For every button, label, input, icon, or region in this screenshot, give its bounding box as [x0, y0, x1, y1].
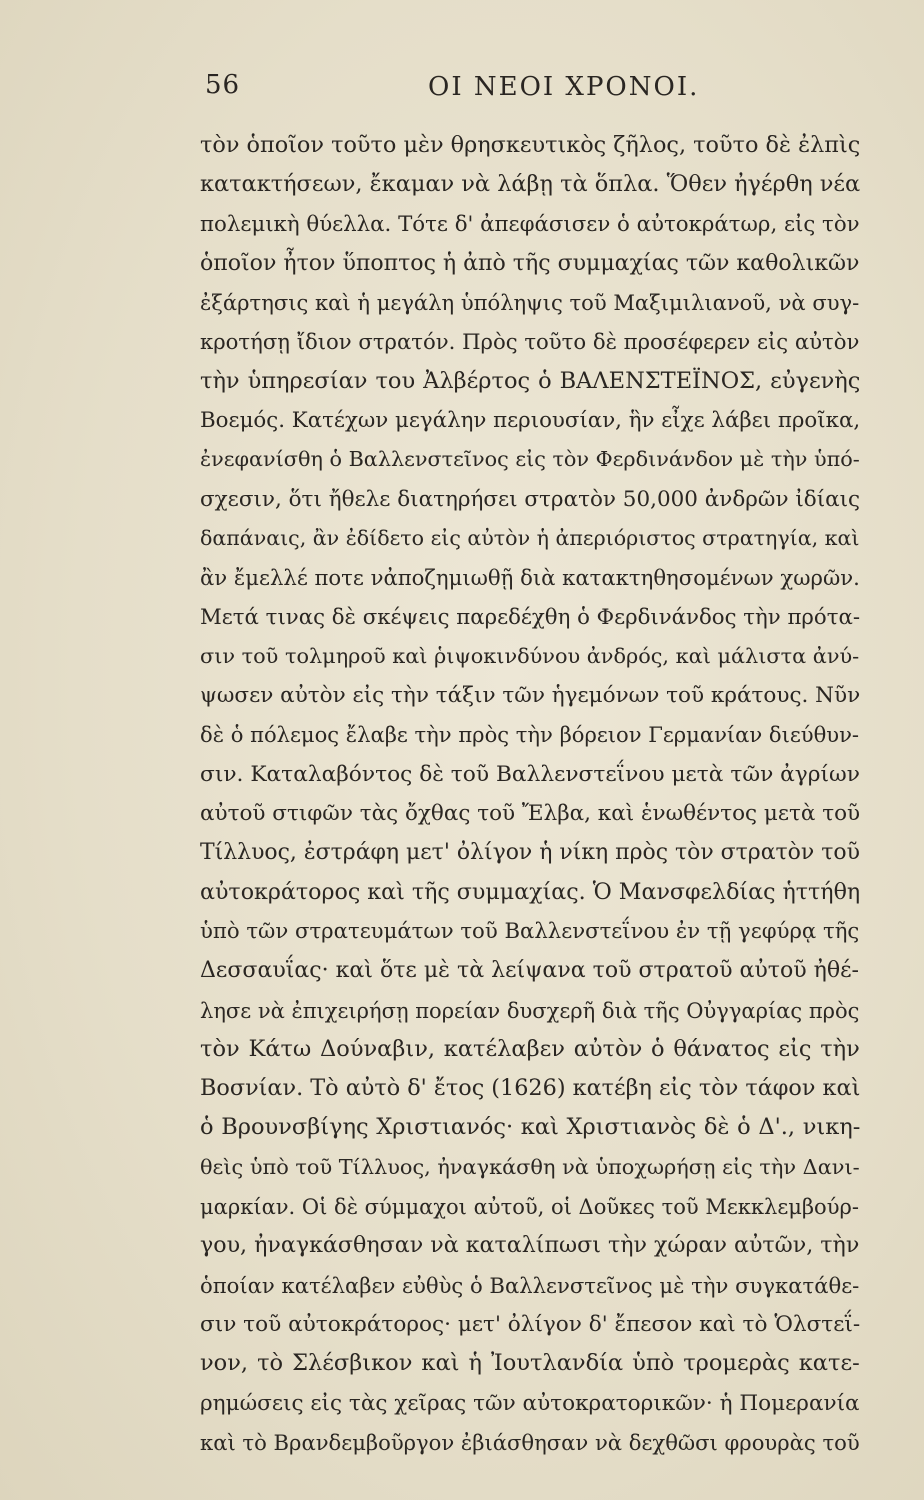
text-line: ὁποῖον ἦτον ὕποπτος ἡ ἀπὸ τῆς συμμαχίας τῶν καθολικῶν	[200, 250, 860, 276]
text-line: Τίλλυος, ἐστράφη μετ' ὀλίγον ἡ νίκη πρὸς τὸν στρατὸν τοῦ	[200, 840, 860, 866]
text-line: γου, ἠναγκάσθησαν νὰ καταλίπωσι τὴν χώραν αὐτῶν, τὴν	[200, 1232, 860, 1259]
text-line: Δεσσαυΐας· καὶ ὅτε μὲ τὰ λείψανα τοῦ στρατοῦ αὐτοῦ ἠθέ-	[200, 958, 860, 984]
text-line: ὁ Βρουνσβίγης Χριστιανός· καὶ Χριστιανὸς δὲ ὁ Δ'., νικη-	[200, 1114, 860, 1141]
text-line: ὑπὸ τῶν στρατευμάτων τοῦ Βαλλενστεΐνου ἐν τῇ γεφύρᾳ τῆς	[200, 918, 860, 944]
text-line: ἂν ἔμελλέ ποτε νἀποζημιωθῇ διὰ κατακτηθησομένων χωρῶν.	[200, 565, 860, 591]
text-line: δαπάναις, ἂν ἐδίδετο εἰς αὐτὸν ἡ ἀπεριόριστος στρατηγία, καὶ	[200, 525, 860, 550]
text-line: κροτήσῃ ἴδιον στρατόν. Πρὸς τοῦτο δὲ προσέφερεν εἰς αὐτὸν	[200, 329, 860, 355]
text-line: δὲ ὁ πόλεμος ἔλαβε τὴν πρὸς τὴν βόρειον Γερμανίαν διεύθυν-	[200, 722, 860, 748]
text-line: λησε νὰ ἐπιχειρήσῃ πορείαν δυσχερῆ διὰ τῆς Οὐγγαρίας πρὸς	[200, 997, 860, 1023]
text-line: αὐτοκράτορος καὶ τῆς συμμαχίας. Ὁ Μανσφελδίας ἡττήθη	[200, 878, 860, 905]
text-line: τὸν ὁποῖον τοῦτο μὲν θρησκευτικὸς ζῆλος, τοῦτο δὲ ἐλπὶς	[200, 132, 860, 158]
text-line: τὴν ὑπηρεσίαν του Ἀλβέρτος ὁ ΒΑΛΕΝΣΤΕΪΝΟΣ, εὐγενὴς	[200, 367, 860, 394]
text-line: Βοεμός. Κατέχων μεγάλην περιουσίαν, ἣν εἶχε λάβει προῖκα,	[200, 408, 860, 434]
text-line: μαρκίαν. Οἱ δὲ σύμμαχοι αὐτοῦ, οἱ Δοῦκες τοῦ Μεκκλεμβούρ-	[200, 1194, 859, 1220]
text-line: σιν τοῦ τολμηροῦ καὶ ῥιψοκινδύνου ἀνδρός, καὶ μάλιστα ἀνύ-	[200, 643, 860, 668]
text-line: καὶ τὸ Βρανδεμβοῦργον ἐβιάσθησαν νὰ δεχθῶσι φρουρὰς τοῦ	[200, 1429, 860, 1455]
text-line: κατακτήσεων, ἔκαμαν νὰ λάβῃ τὰ ὅπλα. Ὅθεν ἠγέρθη νέα	[200, 171, 860, 198]
text-line: πολεμικὴ θύελλα. Τότε δ' ἀπεφάσισεν ὁ αὐτοκράτωρ, εἰς τὸν	[200, 211, 860, 237]
text-line: σχεσιν, ὅτι ἤθελε διατηρήσει στρατὸν 50,000 ἀνδρῶν ἰδίαις	[200, 486, 860, 512]
text-line: ρημώσεις εἰς τὰς χεῖρας τῶν αὐτοκρατορικῶν· ἡ Πομερανία	[200, 1390, 860, 1416]
text-line: σιν. Καταλαβόντος δὲ τοῦ Βαλλενστεΐνου μετὰ τῶν ἀγρίων	[200, 761, 860, 787]
text-line: νον, τὸ Σλέσβικον καὶ ἡ Ἰουτλανδία ὑπὸ τρομερὰς κατε-	[200, 1350, 860, 1377]
running-head: ΟΙ ΝΕΟΙ ΧΡΟΝΟΙ.	[428, 72, 700, 102]
text-line: σιν τοῦ αὐτοκράτορος· μετ' ὀλίγον δ' ἔπεσον καὶ τὸ Ὁλστεΐ-	[200, 1311, 860, 1337]
text-line: ψωσεν αὐτὸν εἰς τὴν τάξιν τῶν ἡγεμόνων τοῦ κράτους. Νῦν	[200, 683, 860, 709]
text-line: Μετά τινας δὲ σκέψεις παρεδέχθη ὁ Φερδινάνδος τὴν πρότα-	[200, 604, 860, 630]
text-line: τὸν Κάτω Δούναβιν, κατέλαβεν αὐτὸν ὁ θάνατος εἰς τὴν	[200, 1035, 860, 1062]
text-line: ἐξάρτησις καὶ ἡ μεγάλη ὑπόληψις τοῦ Μαξιμιλιανοῦ, νὰ συγ-	[200, 290, 860, 316]
text-line: θεὶς ὑπὸ τοῦ Τίλλυος, ἠναγκάσθη νὰ ὑποχωρήσῃ εἰς τὴν Δανι-	[200, 1154, 860, 1179]
text-line: Βοσνίαν. Τὸ αὐτὸ δ' ἔτος (1626) κατέβη εἰς τὸν τάφον καὶ	[200, 1075, 860, 1102]
page-number: 56	[205, 70, 241, 100]
text-line: ὁποίαν κατέλαβεν εὐθὺς ὁ Βαλλενστεῖνος μὲ τὴν συγκατάθε-	[200, 1272, 860, 1298]
text-line: αὐτοῦ στιφῶν τὰς ὄχθας τοῦ Ἔλβα, καὶ ἑνωθέντος μετὰ τοῦ	[200, 801, 860, 827]
text-line: ἐνεφανίσθη ὁ Βαλλενστεῖνος εἰς τὸν Φερδινάνδον μὲ τὴν ὑπό-	[200, 447, 860, 472]
body-text	[200, 126, 860, 1462]
